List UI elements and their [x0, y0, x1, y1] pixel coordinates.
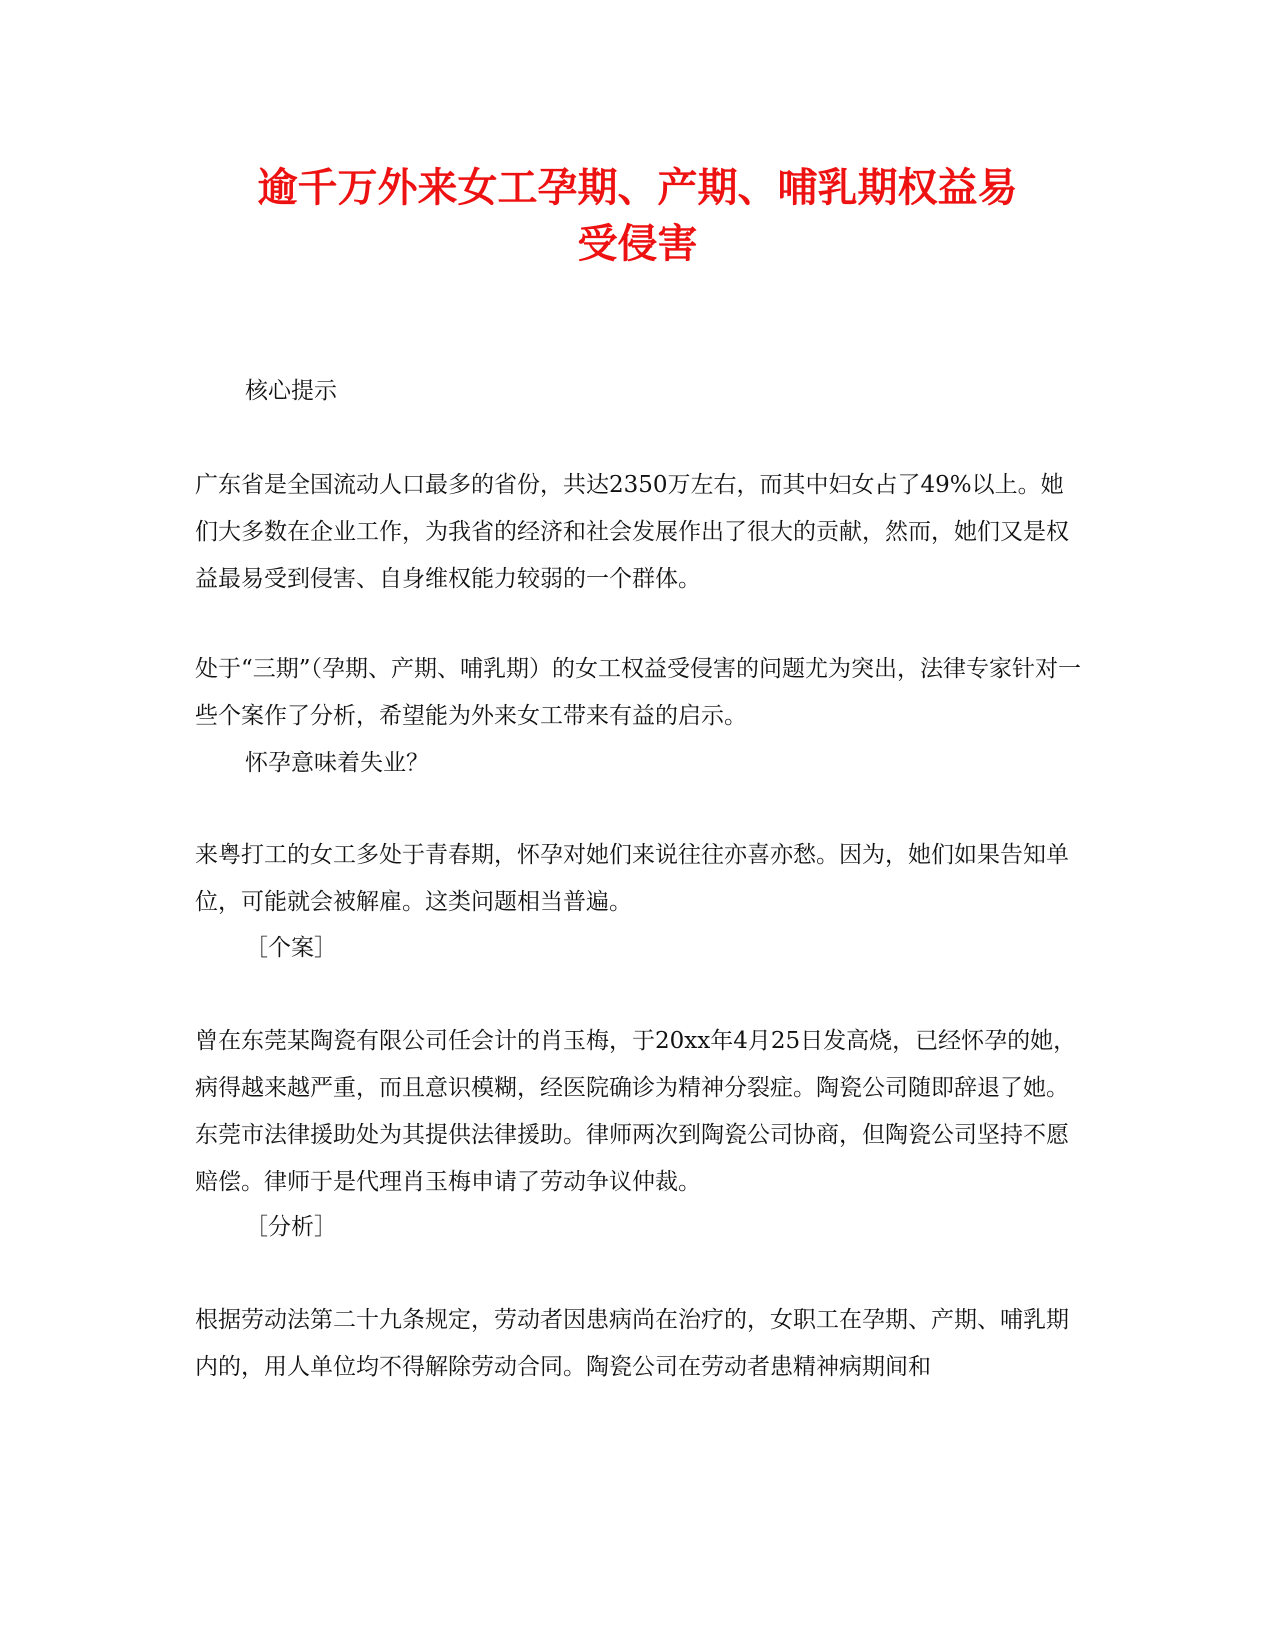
paragraph-section-heading: 怀孕意味着失业？	[245, 750, 429, 776]
paragraph-core-tip-heading: 核心提示	[245, 378, 337, 404]
paragraph-intro: 广东省是全国流动人口最多的省份，共达2350万左右，而其中妇女占了49%以上。她们大多数在企业工作，为我省的经济和社会发展作出了很大的贡献，然而，她们又是权益最易受到侵害、自身维权能力较弱的一个群体。	[195, 472, 1069, 592]
paragraph-case-label: ［个案］	[245, 935, 337, 961]
title-line-1: 逾千万外来女工孕期、产期、哺乳期权益易	[257, 164, 1018, 211]
title-line-2: 受侵害	[577, 220, 698, 267]
paragraph-pregnancy-issue: 来粤打工的女工多处于青春期，怀孕对她们来说往往亦喜亦愁。因为，她们如果告知单位，可能就会被解雇。这类问题相当普遍。	[195, 842, 1069, 915]
document-title	[175, 160, 1100, 272]
paragraph-case-detail: 曾在东莞某陶瓷有限公司任会计的肖玉梅，于20xx年4月25日发高烧，已经怀孕的她，病得越来越严重，而且意识模糊，经医院确诊为精神分裂症。陶瓷公司随即辞退了她。东莞市法律援助处为其提供法律援助。律师两次到陶瓷公司协商，但陶瓷公司坚持不愿赔偿。律师于是代理肖玉梅申请了劳动争议仲裁。	[195, 1028, 1077, 1195]
paragraph-analysis-detail: 根据劳动法第二十九条规定，劳动者因患病尚在治疗的，女职工在孕期、产期、哺乳期内的，用人单位均不得解除劳动合同。陶瓷公司在劳动者患精神病期间和	[195, 1307, 1069, 1380]
paragraph-three-periods: 处于“三期”（孕期、产期、哺乳期）的女工权益受侵害的问题尤为突出，法律专家针对一些个案作了分析，希望能为外来女工带来有益的启示。	[195, 656, 1082, 729]
paragraph-analysis-label: ［分析］	[245, 1214, 337, 1240]
